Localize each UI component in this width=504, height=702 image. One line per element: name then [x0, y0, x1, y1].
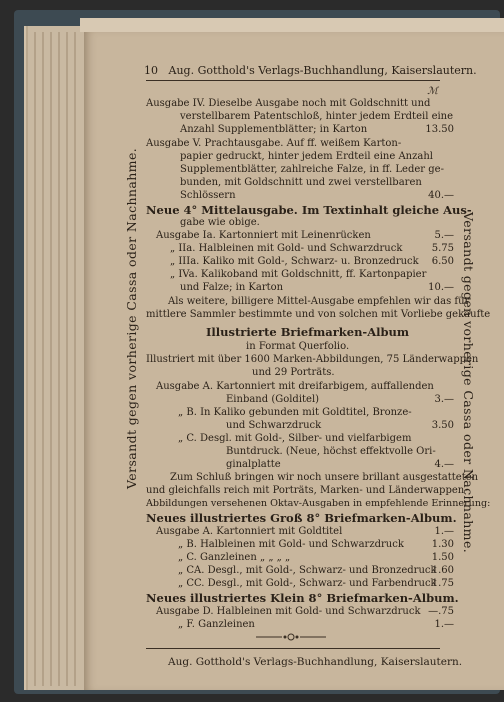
side-text-left: Versandt gegen vorherige Cassa oder Nachnahme. [124, 147, 139, 489]
price: 3.50 [431, 420, 454, 431]
page-footer: Aug. Gotthold's Verlags-Buchhandlung, Kaiserslautern. [168, 656, 463, 668]
page-header [144, 64, 477, 77]
price: 40.— [428, 190, 454, 201]
text-line: Ausgabe A. Kartonniert mit Goldtitel [156, 526, 343, 537]
text-line: Ausgabe Ia. Kartonniert mit Leinenrücken [156, 230, 371, 241]
side-text-right: Versandt gegen vorherige Cassa oder Nachnahme. [461, 212, 476, 554]
ornament-divider-icon [256, 632, 326, 642]
book-top-edge [80, 18, 504, 32]
text-line: und Schwarzdruck [226, 420, 322, 431]
price: 1.50 [431, 552, 454, 563]
album-title: Illustrierte Briefmarken-Album [206, 325, 410, 339]
price: 3.— [434, 394, 454, 405]
price: 1.60 [431, 565, 454, 576]
text-line: und 29 Porträts. [252, 367, 335, 378]
text-line: „ CA. Desgl., mit Gold-, Schwarz- und Bronzedruck [178, 565, 437, 576]
text-line: Einband (Golditel) [226, 394, 320, 405]
price: 5.75 [431, 243, 454, 254]
text-line: bunden, mit Goldschnitt und zwei verstellbaren [180, 177, 422, 188]
text-line: in Format Querfolio. [246, 341, 350, 352]
text-line: Ausgabe D. Halbleinen mit Gold- und Schwarzdruck [156, 606, 421, 617]
price: 1.— [434, 526, 454, 537]
header-rule [146, 80, 440, 81]
text-line: „ IVa. Kalikoband mit Goldschnitt, ff. Kartonpapier [170, 269, 427, 280]
price: —.75 [428, 606, 454, 617]
price: 1.30 [431, 539, 454, 550]
price: 13.50 [425, 124, 454, 135]
section-heading: Neue 4° Mittelausgabe. Im Textinhalt gleiche Aus- [146, 203, 472, 217]
text-line: „ F. Ganzleinen [178, 619, 255, 630]
text-line: gabe wie obige. [180, 217, 260, 228]
text-line: Zum Schluß bringen wir noch unsere brillant ausgestatteten [170, 472, 479, 483]
text-line: mittlere Sammler bestimmte und von solchen mit Vorliebe gekaufte [146, 309, 491, 320]
text-line: verstellbarem Patentschloß, hinter jedem Erdteil eine [180, 111, 454, 122]
text-line: Ausgabe A. Kartonniert mit dreifarbigem, auffallenden [156, 381, 434, 392]
text-line: Ausgabe IV. Dieselbe Ausgabe noch mit Goldschnitt und [146, 98, 431, 109]
text-line: Supplementblätter, zahlreiche Falze, in ff. Leder ge- [180, 164, 444, 175]
currency-header: ℳ [427, 86, 438, 97]
text-line: Anzahl Supplementblätter; in Karton [180, 124, 368, 135]
header-publisher: Aug. Gotthold's Verlags-Buchhandlung, Kaiserslautern. [168, 64, 477, 77]
price: 10.— [428, 282, 454, 293]
section-heading: Neues illustriertes Klein 8° Briefmarken-Album. [146, 591, 459, 605]
text-line: Als weitere, billigere Mittel-Ausgabe empfehlen wir das für [168, 296, 470, 307]
price: 1.— [434, 619, 454, 630]
text-line: Schlössern [180, 190, 236, 201]
text-line: Buntdruck. (Neue, höchst effektvolle Ori- [226, 446, 436, 457]
text-line: Abbildungen versehenen Oktav-Ausgaben in empfehlende Erinnerung: [146, 498, 491, 509]
text-line: ginalplatte [226, 459, 281, 470]
text-line: und gleichfalls reich mit Porträts, Marken- und Länderwappen- [146, 485, 468, 496]
section-heading: Neues illustriertes Groß 8° Briefmarken-Album. [146, 511, 457, 525]
price: 6.50 [431, 256, 454, 267]
text-line: papier gedruckt, hinter jedem Erdteil eine Anzahl [180, 151, 433, 162]
price: 4.— [434, 459, 454, 470]
text-line: „ IIa. Halbleinen mit Gold- und Schwarzdruck [170, 243, 403, 254]
price: 1.75 [431, 578, 454, 589]
page-number: 10 [144, 64, 158, 77]
text-line: „ C. Desgl. mit Gold-, Silber- und vielfarbigem [178, 433, 412, 444]
text-line: „ B. In Kaliko gebunden mit Goldtitel, Bronze- [178, 407, 412, 418]
text-line: „ C. Ganzleinen „ „ „ „ [178, 552, 291, 563]
text-line: Illustriert mit über 1600 Marken-Abbildungen, 75 Länderwappen [146, 354, 479, 365]
text-line: „ B. Halbleinen mit Gold- und Schwarzdruck [178, 539, 404, 550]
price: 5.— [434, 230, 454, 241]
text-line: „ IIIa. Kaliko mit Gold-, Schwarz- u. Bronzedruck [170, 256, 419, 267]
footer-rule [146, 648, 440, 649]
text-line: „ CC. Desgl., mit Gold-, Schwarz- und Farbendruck [178, 578, 437, 589]
text-line: Ausgabe V. Prachtausgabe. Auf ff. weißem Karton- [146, 138, 402, 149]
text-line: und Falze; in Karton [180, 282, 284, 293]
